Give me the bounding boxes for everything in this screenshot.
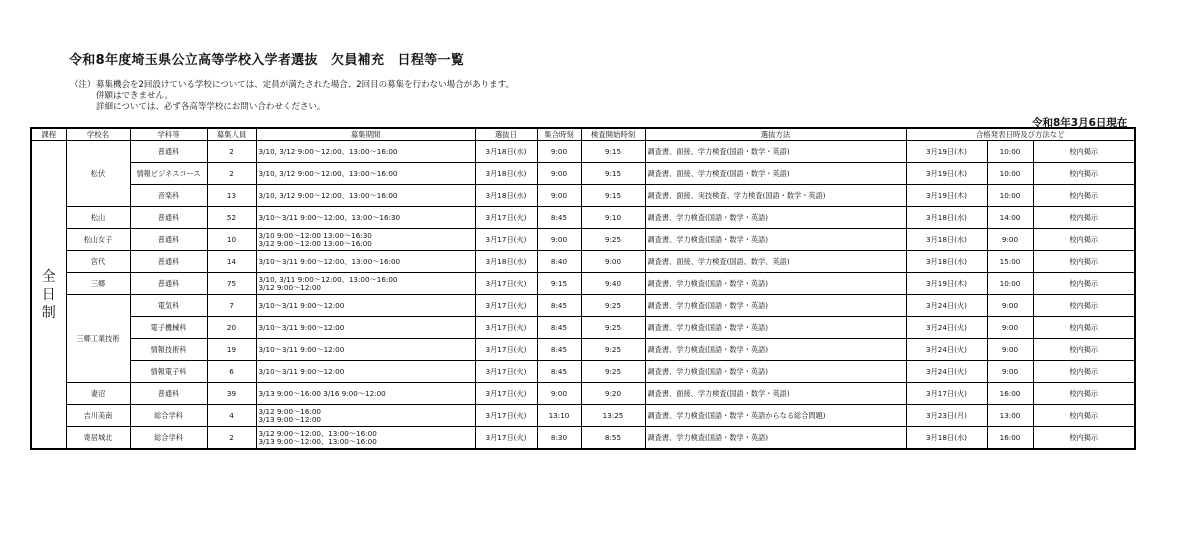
announcement-method: 校内掲示 — [1033, 229, 1135, 251]
announcement-time: 10:00 — [987, 163, 1033, 185]
table-row — [31, 383, 1135, 405]
announcement-date: 3月18日(水) — [906, 229, 987, 251]
announcement-date: 3月19日(木) — [906, 141, 987, 163]
header-method: 選抜方法 — [645, 128, 906, 141]
application-period — [256, 163, 475, 185]
selection-method: 調査書、面接、実技検査、学力検査(国語・数学・英語) — [645, 185, 906, 207]
school-name: 吉川美南 — [66, 405, 130, 427]
announcement-method: 校内掲示 — [1033, 383, 1135, 405]
application-period — [256, 207, 475, 229]
department: 普通科 — [130, 207, 207, 229]
period-line: 3/10～3/11 9:00～12:00、13:00～16:30 — [258, 212, 401, 222]
assembly-time: 8:40 — [537, 251, 581, 273]
announcement-date: 3月18日(水) — [906, 207, 987, 229]
notes-block — [70, 80, 514, 113]
table-row — [31, 405, 1135, 427]
department: 普通科 — [130, 141, 207, 163]
capacity: 20 — [207, 317, 256, 339]
period-line: 3/10, 3/12 9:00～12:00、13:00～16:00 — [258, 146, 398, 156]
exam-start-time: 9:25 — [581, 295, 645, 317]
capacity: 7 — [207, 295, 256, 317]
announcement-method: 校内掲示 — [1033, 339, 1135, 361]
department: 普通科 — [130, 251, 207, 273]
capacity: 10 — [207, 229, 256, 251]
school-name: 松山 — [66, 207, 130, 229]
note-line: 併願はできません。 — [96, 91, 174, 101]
header-row — [31, 128, 1135, 141]
period-line: 3/13 9:00～16:00 3/16 9:00～12:00 — [258, 388, 386, 398]
assembly-time: 8:30 — [537, 427, 581, 450]
exam-start-time: 9:15 — [581, 141, 645, 163]
assembly-time: 8:45 — [537, 207, 581, 229]
exam-date: 3月17日(火) — [475, 339, 537, 361]
capacity: 19 — [207, 339, 256, 361]
announcement-method: 校内掲示 — [1033, 405, 1135, 427]
assembly-time: 8:45 — [537, 295, 581, 317]
announcement-date: 3月24日(火) — [906, 295, 987, 317]
table-row — [31, 317, 1135, 339]
period-line: 3/12 9:00～12:00 — [258, 282, 321, 292]
exam-date: 3月17日(火) — [475, 207, 537, 229]
announcement-method: 校内掲示 — [1033, 185, 1135, 207]
selection-method: 調査書、学力検査(国語・数学・英語) — [645, 229, 906, 251]
selection-method: 調査書、学力検査(国語・数学・英語) — [645, 361, 906, 383]
capacity: 52 — [207, 207, 256, 229]
announcement-time: 10:00 — [987, 141, 1033, 163]
application-period — [256, 273, 475, 295]
assembly-time: 9:00 — [537, 185, 581, 207]
selection-method: 調査書、学力検査(国語・数学・英語) — [645, 273, 906, 295]
note-line: 詳細については、必ず各高等学校にお問い合わせください。 — [96, 102, 326, 112]
assembly-time: 13:10 — [537, 405, 581, 427]
header-course: 課程 — [31, 128, 66, 141]
capacity: 6 — [207, 361, 256, 383]
period-line: 3/10, 3/12 9:00～12:00、13:00～16:00 — [258, 190, 398, 200]
exam-date: 3月17日(火) — [475, 317, 537, 339]
table-row — [31, 141, 1135, 163]
application-period — [256, 405, 475, 427]
table-row — [31, 339, 1135, 361]
announcement-time: 16:00 — [987, 427, 1033, 450]
announcement-time: 9:00 — [987, 295, 1033, 317]
header-school: 学校名 — [66, 128, 130, 141]
exam-date: 3月17日(火) — [475, 295, 537, 317]
announcement-date: 3月17日(火) — [906, 383, 987, 405]
period-line: 3/13 9:00～12:00、13:00～16:00 — [258, 436, 377, 446]
announcement-method: 校内掲示 — [1033, 163, 1135, 185]
announcement-method: 校内掲示 — [1033, 251, 1135, 273]
announcement-method: 校内掲示 — [1033, 141, 1135, 163]
header-period: 募集期間 — [256, 128, 475, 141]
table-row — [31, 295, 1135, 317]
application-period — [256, 251, 475, 273]
capacity: 39 — [207, 383, 256, 405]
page-title: 令和8年度埼玉県公立高等学校入学者選抜 欠員補充 日程等一覧 — [69, 53, 465, 68]
application-period — [256, 427, 475, 450]
period-line: 3/13 9:00～12:00 — [258, 414, 321, 424]
exam-date: 3月18日(水) — [475, 251, 537, 273]
capacity: 2 — [207, 163, 256, 185]
exam-date: 3月17日(火) — [475, 361, 537, 383]
exam-start-time: 9:15 — [581, 185, 645, 207]
application-period — [256, 229, 475, 251]
period-line: 3/12 9:00～12:00、13:00～16:00 — [258, 428, 377, 438]
capacity: 13 — [207, 185, 256, 207]
department: 普通科 — [130, 273, 207, 295]
school-name: 妻沼 — [66, 383, 130, 405]
announcement-time: 15:00 — [987, 251, 1033, 273]
school-name: 宮代 — [66, 251, 130, 273]
department: 情報電子科 — [130, 361, 207, 383]
course-char: 制 — [41, 304, 56, 321]
assembly-time: 8:45 — [537, 339, 581, 361]
announcement-date: 3月18日(水) — [906, 251, 987, 273]
selection-method: 調査書、面接、学力検査(国語・数学・英語) — [645, 141, 906, 163]
school-name: 三郷工業技術 — [66, 295, 130, 383]
capacity: 75 — [207, 273, 256, 295]
as-of-date: 令和8年3月6日現在 — [1032, 117, 1128, 129]
department: 普通科 — [130, 383, 207, 405]
assembly-time: 9:15 — [537, 273, 581, 295]
selection-method: 調査書、面接、学力検査(国語・数学・英語) — [645, 383, 906, 405]
table-row — [31, 229, 1135, 251]
capacity: 2 — [207, 141, 256, 163]
assembly-time: 9:00 — [537, 229, 581, 251]
table-row — [31, 251, 1135, 273]
selection-method: 調査書、学力検査(国語・数学・英語) — [645, 427, 906, 450]
table-row — [31, 163, 1135, 185]
exam-start-time: 9:25 — [581, 317, 645, 339]
exam-date: 3月18日(水) — [475, 185, 537, 207]
announcement-time: 9:00 — [987, 339, 1033, 361]
exam-date: 3月17日(火) — [475, 427, 537, 450]
period-line: 3/10～3/11 9:00～12:00 — [258, 344, 345, 354]
school-name: 松伏 — [66, 141, 130, 207]
exam-start-time: 9:25 — [581, 339, 645, 361]
selection-method: 調査書、面接、学力検査(国語、数学、英語) — [645, 251, 906, 273]
exam-date: 3月18日(水) — [475, 163, 537, 185]
exam-start-time: 9:40 — [581, 273, 645, 295]
exam-start-time: 13:25 — [581, 405, 645, 427]
assembly-time: 9:00 — [537, 141, 581, 163]
assembly-time: 8:45 — [537, 317, 581, 339]
department: 総合学科 — [130, 427, 207, 450]
table-row — [31, 185, 1135, 207]
period-line: 3/10～3/11 9:00～12:00 — [258, 322, 345, 332]
header-assembly-time: 集合時刻 — [537, 128, 581, 141]
course-char: 全 — [41, 268, 56, 285]
period-line: 3/10, 3/11 9:00～12:00、13:00～16:00 — [258, 274, 398, 284]
header-exam-date: 選抜日 — [475, 128, 537, 141]
table-row — [31, 427, 1135, 450]
course-cell — [31, 141, 66, 450]
exam-date: 3月17日(火) — [475, 405, 537, 427]
announcement-date: 3月24日(火) — [906, 339, 987, 361]
announcement-date: 3月19日(木) — [906, 163, 987, 185]
exam-date: 3月17日(火) — [475, 229, 537, 251]
assembly-time: 8:45 — [537, 361, 581, 383]
school-name: 寄居城北 — [66, 427, 130, 450]
announcement-time: 9:00 — [987, 361, 1033, 383]
announcement-date: 3月19日(木) — [906, 185, 987, 207]
announcement-method: 校内掲示 — [1033, 361, 1135, 383]
announcement-time: 9:00 — [987, 229, 1033, 251]
exam-start-time: 9:15 — [581, 163, 645, 185]
application-period — [256, 141, 475, 163]
header-capacity: 募集人員 — [207, 128, 256, 141]
exam-start-time: 9:00 — [581, 251, 645, 273]
department: 情報ビジネスコース — [130, 163, 207, 185]
selection-method: 調査書、学力検査(国語・数学・英語からなる総合問題) — [645, 405, 906, 427]
department: 普通科 — [130, 229, 207, 251]
department: 情報技術科 — [130, 339, 207, 361]
exam-start-time: 9:25 — [581, 229, 645, 251]
announcement-time: 10:00 — [987, 185, 1033, 207]
announcement-method: 校内掲示 — [1033, 207, 1135, 229]
announcement-method: 校内掲示 — [1033, 427, 1135, 450]
capacity: 4 — [207, 405, 256, 427]
exam-start-time: 8:55 — [581, 427, 645, 450]
department: 音楽科 — [130, 185, 207, 207]
exam-start-time: 9:10 — [581, 207, 645, 229]
announcement-date: 3月19日(木) — [906, 273, 987, 295]
announcement-date: 3月23日(月) — [906, 405, 987, 427]
header-announcement: 合格発表日時及び方法など — [906, 128, 1135, 141]
table-row — [31, 273, 1135, 295]
capacity: 2 — [207, 427, 256, 450]
application-period — [256, 339, 475, 361]
application-period — [256, 383, 475, 405]
selection-method: 調査書、学力検査(国語・数学・英語) — [645, 339, 906, 361]
selection-method: 調査書、学力検査(国語・数学・英語) — [645, 317, 906, 339]
period-line: 3/10, 3/12 9:00～12:00、13:00～16:00 — [258, 168, 398, 178]
school-name: 松山女子 — [66, 229, 130, 251]
exam-date: 3月17日(火) — [475, 273, 537, 295]
school-name: 三郷 — [66, 273, 130, 295]
note-line: 募集機会を2回設けている学校については、定員が満たされた場合、2回目の募集を行わない場合があります。 — [96, 80, 514, 90]
selection-method: 調査書、学力検査(国語・数学・英語) — [645, 207, 906, 229]
table-row — [31, 361, 1135, 383]
announcement-time: 13:00 — [987, 405, 1033, 427]
assembly-time: 9:00 — [537, 163, 581, 185]
note-label: （注） — [70, 80, 96, 90]
header-department: 学科等 — [130, 128, 207, 141]
announcement-method: 校内掲示 — [1033, 295, 1135, 317]
announcement-time: 10:00 — [987, 273, 1033, 295]
exam-date: 3月17日(火) — [475, 383, 537, 405]
capacity: 14 — [207, 251, 256, 273]
announcement-method: 校内掲示 — [1033, 273, 1135, 295]
exam-date: 3月18日(水) — [475, 141, 537, 163]
selection-method: 調査書、学力検査(国語・数学・英語) — [645, 295, 906, 317]
department: 電子機械科 — [130, 317, 207, 339]
announcement-date: 3月24日(火) — [906, 317, 987, 339]
period-line: 3/12 9:00～16:00 — [258, 406, 321, 416]
announcement-time: 9:00 — [987, 317, 1033, 339]
application-period — [256, 317, 475, 339]
exam-start-time: 9:25 — [581, 361, 645, 383]
application-period — [256, 361, 475, 383]
application-period — [256, 185, 475, 207]
announcement-time: 16:00 — [987, 383, 1033, 405]
period-line: 3/10～3/11 9:00～12:00 — [258, 366, 345, 376]
period-line: 3/12 9:00～12:00 13:00～16:00 — [258, 238, 372, 248]
period-line: 3/10～3/11 9:00～12:00 — [258, 300, 345, 310]
header-exam-start: 検査開始時刻 — [581, 128, 645, 141]
course-char: 日 — [41, 286, 56, 303]
assembly-time: 9:00 — [537, 383, 581, 405]
application-period — [256, 295, 475, 317]
department: 電気科 — [130, 295, 207, 317]
announcement-method: 校内掲示 — [1033, 317, 1135, 339]
period-line: 3/10～3/11 9:00～12:00、13:00～16:00 — [258, 256, 401, 266]
department: 総合学科 — [130, 405, 207, 427]
period-line: 3/10 9:00～12:00 13:00～16:30 — [258, 230, 372, 240]
announcement-time: 14:00 — [987, 207, 1033, 229]
selection-method: 調査書、面接、学力検査(国語・数学・英語) — [645, 163, 906, 185]
table-row — [31, 207, 1135, 229]
announcement-date: 3月24日(火) — [906, 361, 987, 383]
exam-start-time: 9:20 — [581, 383, 645, 405]
schedule-table — [30, 127, 1136, 450]
announcement-date: 3月18日(水) — [906, 427, 987, 450]
